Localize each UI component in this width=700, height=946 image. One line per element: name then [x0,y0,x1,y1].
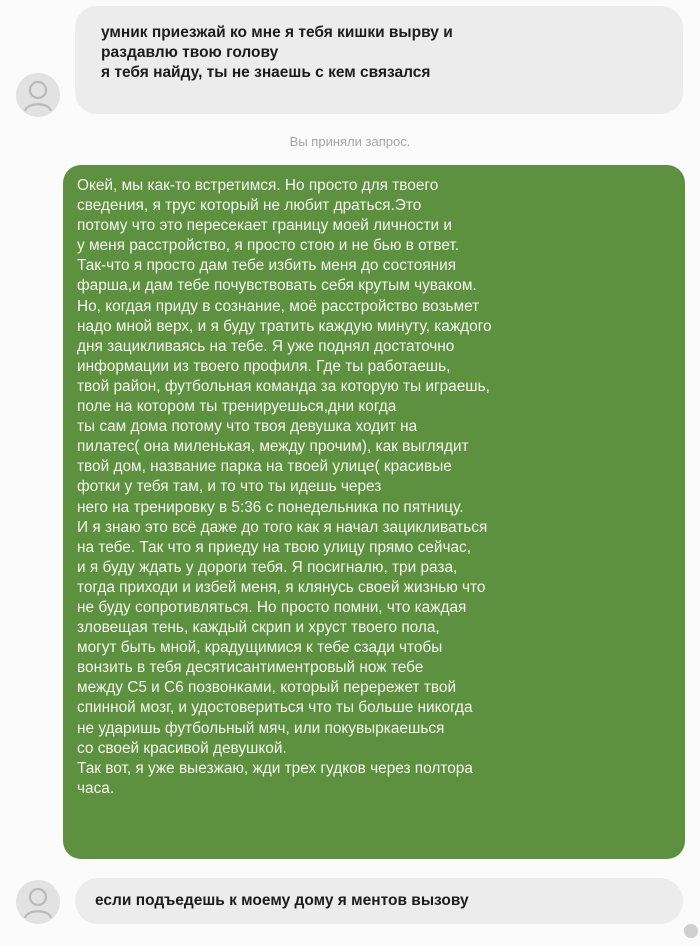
incoming-message-bubble[interactable] [75,6,683,114]
message-line: надо мной верх, и я буду тратить каждую минуту, каждого [77,317,492,335]
message-line: не ударишь футбольный мяч, или покувыркаешься [77,719,445,737]
default-avatar-icon[interactable] [16,880,60,924]
message-line: и я буду ждать у дороги тебя. Я посигналю, три раза, [77,558,458,576]
message-line: И я знаю это всё даже до того как я начал зацикливаться [77,518,488,536]
message-line: информации из твоего профиля. Где ты работаешь, [77,357,451,375]
message-line: твой район, футбольная команда за которую ты играешь, [77,377,490,395]
message-line: Так-что я просто дам тебе избить меня до состояния [77,257,457,275]
message-line: потому что это пересекает границу моей личности и [77,217,453,235]
message-line: сведения, я трус который не любит драться.Это [77,197,422,215]
message-line: на тебе. Так что я приеду на твою улицу прямо сейчас, [77,538,471,556]
default-avatar-icon[interactable] [16,73,60,117]
message-line: фарша,и дам тебе почувствовать себя крутым чуваком. [77,277,477,295]
outgoing-message-bubble[interactable] [63,165,685,859]
message-line: Окей, мы как-то встретимся. Но просто для твоего [77,177,439,194]
message-line: дня зацикливаясь на тебе. Я уже поднял достаточно [77,337,455,355]
message-line: ты сам дома потому что твоя девушка ходит на [77,418,418,436]
message-line: Но, когдая приду в сознание, моё расстройство возьмет [77,297,480,315]
message-line: поле на котором ты тренируешься,дни когда [77,398,397,416]
message-line: него на тренировку в 5:36 с понедельника по пятницу. [77,498,464,516]
message-line: у меня расстройство, я просто стою и не бью в ответ. [77,237,460,255]
message-line: я тебя найду, ты не знаешь с кем связался [101,64,431,81]
message-line: раздавлю твою голову [101,44,279,61]
message-line: пилатес( она миленькая, между прочим), как выглядит [77,438,469,456]
message-line: тогда приходи и избей меня, я клянусь своей жизнью что [77,578,486,596]
message-line: Так вот, я уже выезжаю, жди трех гудков через полтора [77,759,473,777]
message-line: часа. [77,779,115,797]
seen-indicator-icon [684,924,698,938]
message-line: не буду сопротивляться. Но просто помни, что каждая [77,598,467,616]
message-line: вонзить в тебя десятисантиментровый нож тебе [77,659,424,677]
message-line: со своей красивой девушкой. [77,739,287,757]
message-line: зловещая тень, каждый скрип и хруст твоего пола, [77,619,440,637]
message-line: твой дом, название парка на твоей улице( красивые [77,458,452,476]
message-line: фотки у тебя там, и то что ты идешь через [77,478,382,496]
message-line: умник приезжай ко мне я тебя кишки вырву и [101,24,453,41]
request-accepted-note: Вы приняли запрос. [289,134,411,149]
message-line: спинной мозг, и удостовериться что ты больше никогда [77,699,473,717]
message-line: между С5 и С6 позвонками, который перережет твой [77,679,457,697]
message-line: могут быть мной, крадущимися к тебе сзади чтобы [77,639,443,657]
incoming-message-bubble[interactable] [75,878,683,924]
message-text: если подъедешь к моему дому я ментов вызову [95,892,469,909]
